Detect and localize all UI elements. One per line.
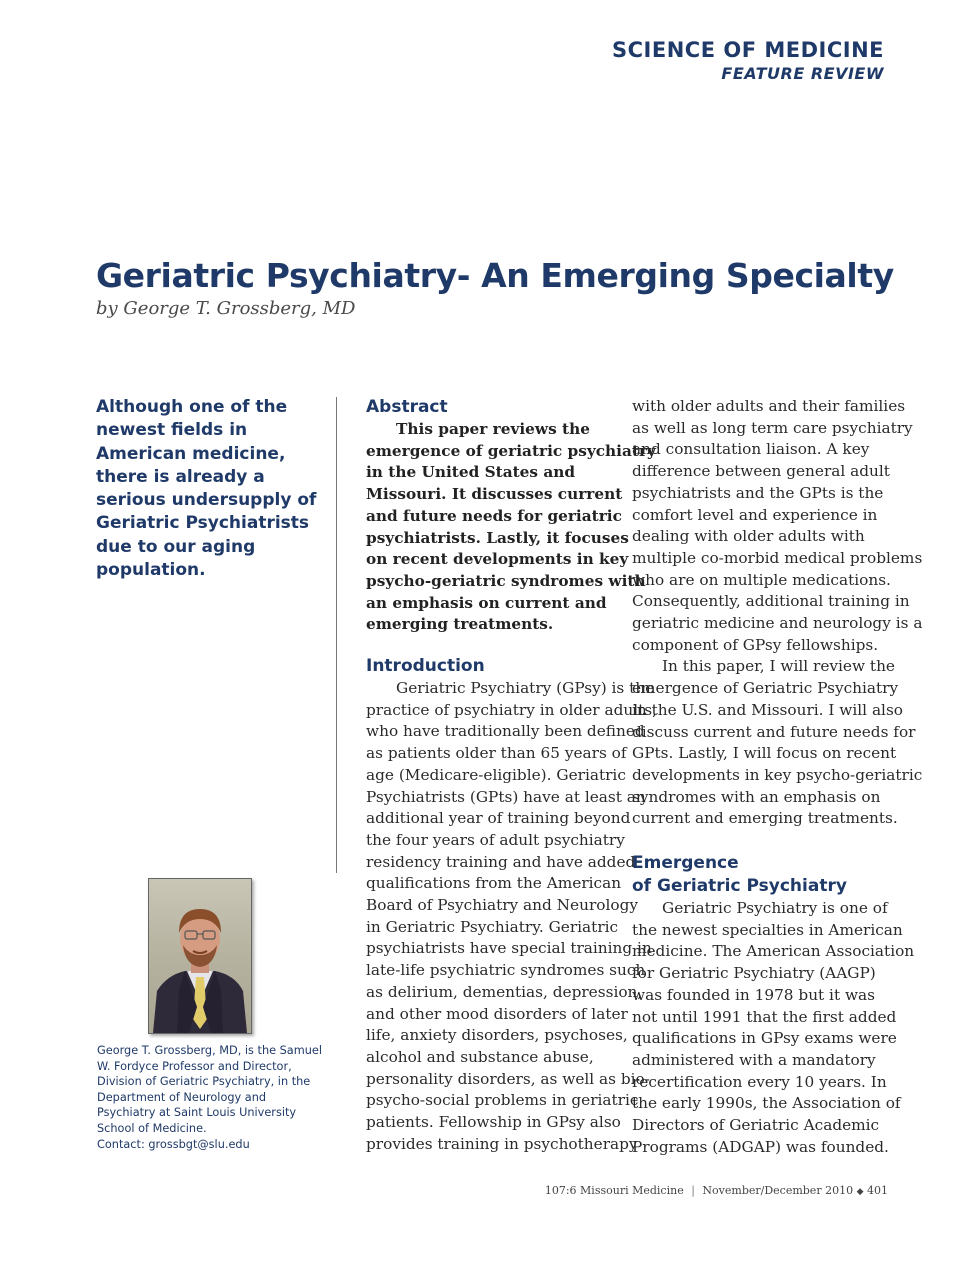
author-photo (148, 878, 252, 1034)
text-line: age (Medicare-eligible). Geriatric (366, 765, 626, 784)
text-line: geriatric medicine and neurology is a (632, 614, 923, 633)
text-line: difference between general adult (632, 462, 890, 481)
emergence-heading-line-1: Emergence (632, 853, 739, 874)
text-line: GPts. Lastly, I will focus on recent (632, 744, 897, 763)
text-line: emergence of Geriatric Psychiatry (632, 679, 899, 698)
text-line: with older adults and their families (632, 397, 906, 415)
text-line: and other mood disorders of later (366, 1004, 628, 1023)
text-line: as well as long term care psychiatry (632, 418, 913, 437)
text-line: on recent developments in key (366, 550, 629, 569)
abstract-heading: Abstract (366, 397, 448, 417)
article-title: Geriatric Psychiatry- An Emerging Specialty (96, 256, 894, 295)
text-line: Psychiatrists (GPts) have at least an (366, 787, 646, 806)
text-line: comfort level and experience in (632, 505, 878, 524)
text-line: component of GPsy fellowships. (632, 635, 879, 654)
article-byline: by George T. Grossberg, MD (96, 298, 356, 319)
text-line: additional year of training beyond (366, 809, 631, 828)
text-line: Geriatric Psychiatry is one of (662, 899, 888, 918)
introduction-continuation (632, 396, 923, 656)
text-line: residency training and have added (366, 852, 636, 871)
text-line: This paper reviews the (396, 420, 590, 438)
footer-date: November/December 2010 (702, 1184, 854, 1197)
text-line: in the U.S. and Missouri. I will also (632, 700, 904, 719)
author-caption (97, 1043, 325, 1152)
footer-page-number: 401 (867, 1184, 888, 1197)
text-line: psychiatrists have special training in (366, 939, 652, 958)
right-column (632, 396, 923, 1159)
text-line: the early 1990s, the Association of (632, 1094, 901, 1113)
text-line: psychiatrists and the GPts is the (632, 483, 884, 502)
text-line: Geriatric Psychiatry (GPsy) is the (396, 679, 655, 698)
author-bio: George T. Grossberg, MD, is the Samuel W. Fordyce Professor and Director, Division of Geriatric Psychiatry, in the Department of Neurology and Psychiatry at Saint Louis University School of Medicine. (97, 1044, 322, 1135)
emergence-text (632, 898, 915, 1158)
text-line: medicine. The American Association (632, 942, 915, 961)
middle-column (366, 396, 657, 1156)
text-line: emerging treatments. (366, 615, 554, 634)
pullquote: Although one of the newest fields in American medicine, there is already a serious undersupply of Geriatric Psychiatrists due to our aging population. (96, 397, 317, 581)
text-line: Programs (ADGAP) was founded. (632, 1137, 889, 1156)
text-line: who have traditionally been defined (366, 722, 645, 741)
abstract-text (366, 419, 656, 636)
subsection-label: FEATURE REVIEW (721, 64, 884, 83)
text-line: dealing with older adults with (632, 527, 865, 546)
text-line: an emphasis on current and (366, 593, 607, 612)
paper-plan-paragraph (632, 656, 923, 830)
text-line: Board of Psychiatry and Neurology (366, 896, 639, 915)
text-line: recertification every 10 years. In (632, 1072, 887, 1091)
text-line: who are on multiple medications. (632, 570, 891, 589)
column-divider (336, 397, 337, 873)
emergence-heading-line-2: of Geriatric Psychiatry (632, 876, 847, 897)
text-line: practice of psychiatry in older adults, (366, 700, 657, 719)
text-line: and future needs for geriatric (366, 506, 622, 525)
text-line: In this paper, I will review the (662, 657, 895, 676)
text-line: alcohol and substance abuse, (366, 1047, 594, 1066)
text-line: personality disorders, as well as bio- (366, 1069, 650, 1088)
footer-bullet-icon: ◆ (856, 1187, 864, 1197)
text-line: psycho-geriatric syndromes with (366, 571, 646, 590)
text-line: patients. Fellowship in GPsy also (366, 1113, 621, 1132)
text-line: and consultation liaison. A key (632, 440, 870, 459)
text-line: was founded in 1978 but it was (632, 985, 876, 1004)
text-line: late-life psychiatric syndromes such (366, 961, 646, 980)
text-line: Missouri. It discusses current (366, 485, 623, 504)
text-line: in the United States and (366, 463, 576, 482)
section-header (612, 36, 884, 84)
author-contact: Contact: grossbgt@slu.edu (97, 1137, 250, 1151)
emergence-heading (632, 852, 888, 898)
text-line: multiple co-morbid medical problems (632, 548, 923, 567)
text-line: in Geriatric Psychiatry. Geriatric (366, 917, 619, 936)
text-line: administered with a mandatory (632, 1050, 876, 1069)
text-line: life, anxiety disorders, psychoses, (366, 1026, 628, 1045)
text-line: qualifications from the American (366, 874, 622, 893)
text-line: the four years of adult psychiatry (366, 830, 625, 849)
text-line: psychiatrists. Lastly, it focuses (366, 528, 629, 547)
author-portrait-image (149, 879, 251, 1033)
footer-issue: 107:6 Missouri Medicine (544, 1184, 684, 1197)
text-line: syndromes with an emphasis on (632, 787, 881, 806)
text-line: Consequently, additional training in (632, 592, 910, 611)
text-line: psycho-social problems in geriatric (366, 1091, 639, 1110)
page-footer (545, 1184, 888, 1197)
footer-separator: | (691, 1184, 695, 1197)
text-line: developments in key psycho-geriatric (632, 765, 923, 784)
introduction-text (366, 678, 657, 1155)
text-line: the newest specialties in American (632, 920, 903, 939)
section-label: SCIENCE OF MEDICINE (612, 38, 884, 62)
text-line: Directors of Geriatric Academic (632, 1116, 880, 1135)
text-line: as delirium, dementias, depression, (366, 982, 643, 1001)
text-line: not until 1991 that the first added (632, 1007, 897, 1026)
text-line: current and emerging treatments. (632, 809, 898, 828)
text-line: discuss current and future needs for (632, 722, 916, 741)
text-line: as patients older than 65 years of (366, 744, 627, 763)
introduction-heading: Introduction (366, 656, 485, 677)
text-line: provides training in psychotherapy (366, 1134, 638, 1153)
text-line: for Geriatric Psychiatry (AAGP) (632, 964, 876, 983)
text-line: emergence of geriatric psychiatry (366, 441, 656, 460)
text-line: qualifications in GPsy exams were (632, 1029, 897, 1048)
